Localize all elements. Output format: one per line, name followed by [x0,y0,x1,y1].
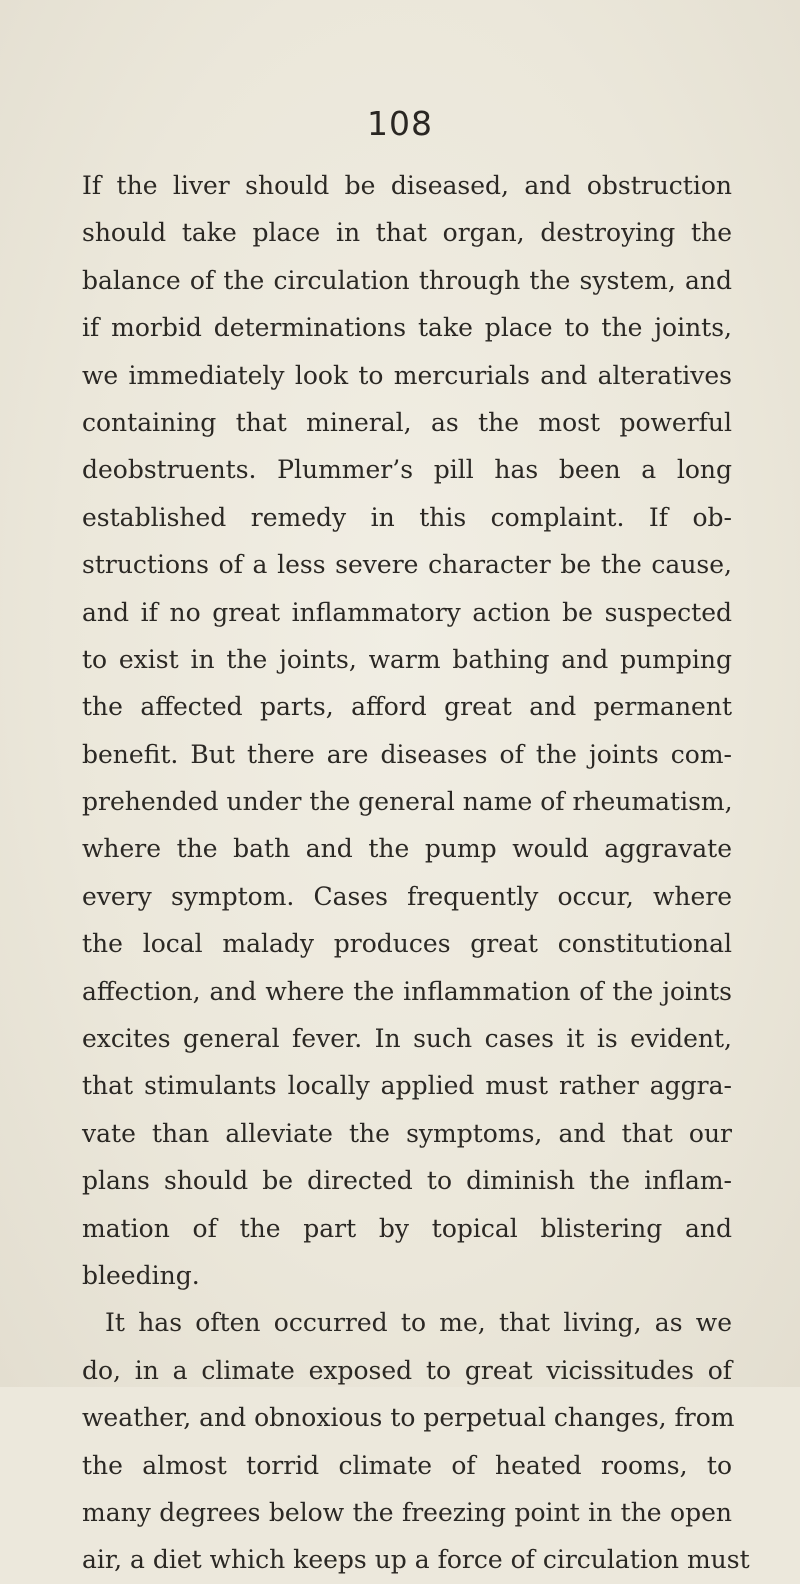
text-line: If the liver should be diseased, and obstruction [82,171,732,200]
text-line: every symptom. Cases frequently occur, where [82,881,732,911]
text-line: structions of a less severe character be the cause, [82,550,732,580]
text-line: if morbid determinations take place to the joints, [82,313,732,343]
text-line: the affected parts, afford great and permanent [82,692,732,722]
text-line: we immediately look to mercurials and alteratives [82,360,732,390]
text-line: plans should be directed to diminish the inflam- [82,1166,732,1196]
text-line: many degrees below the freezing point in the open [82,1497,732,1527]
text-line: deobstruents. Plummer’s pill has been a long [82,455,732,485]
text-line: weather, and obnoxious to perpetual changes, from [82,1403,735,1433]
paragraph-end-line: bleeding. [82,1260,200,1290]
text-line: that stimulants locally applied must rather aggra- [82,1071,732,1101]
body-text [82,162,750,1584]
text-line: containing that mineral, as the most powerful [82,407,732,437]
text-line: benefit. But there are diseases of the joints com- [82,739,732,769]
paragraph-start-line: It has often occurred to me, that living, as we [105,1308,732,1338]
text-line: to exist in the joints, warm bathing and pumping [82,644,732,674]
text-line: and if no great inflammatory action be suspected [82,597,732,627]
text-line: mation of the part by topical blistering and [82,1213,732,1243]
text-line: the almost torrid climate of heated rooms, to [82,1450,732,1480]
text-line: affection, and where the inflammation of the joints [82,976,732,1006]
text-line: prehended under the general name of rheumatism, [82,787,733,817]
text-line: should take place in that organ, destroying the [82,218,732,248]
text-line: balance of the circulation through the system, and [82,265,732,295]
text-line: air, a diet which keeps up a force of circulation must [82,1545,750,1575]
text-line: the local malady produces great constitutional [82,929,732,959]
text-line: established remedy in this complaint. If ob- [82,502,732,532]
page-number: 108 [367,104,433,143]
text-line: vate than alleviate the symptoms, and that our [82,1118,732,1148]
text-line: excites general fever. In such cases it is evident, [82,1024,732,1054]
text-line: where the bath and the pump would aggravate [82,834,732,864]
text-line: do, in a climate exposed to great vicissitudes of [82,1355,732,1385]
